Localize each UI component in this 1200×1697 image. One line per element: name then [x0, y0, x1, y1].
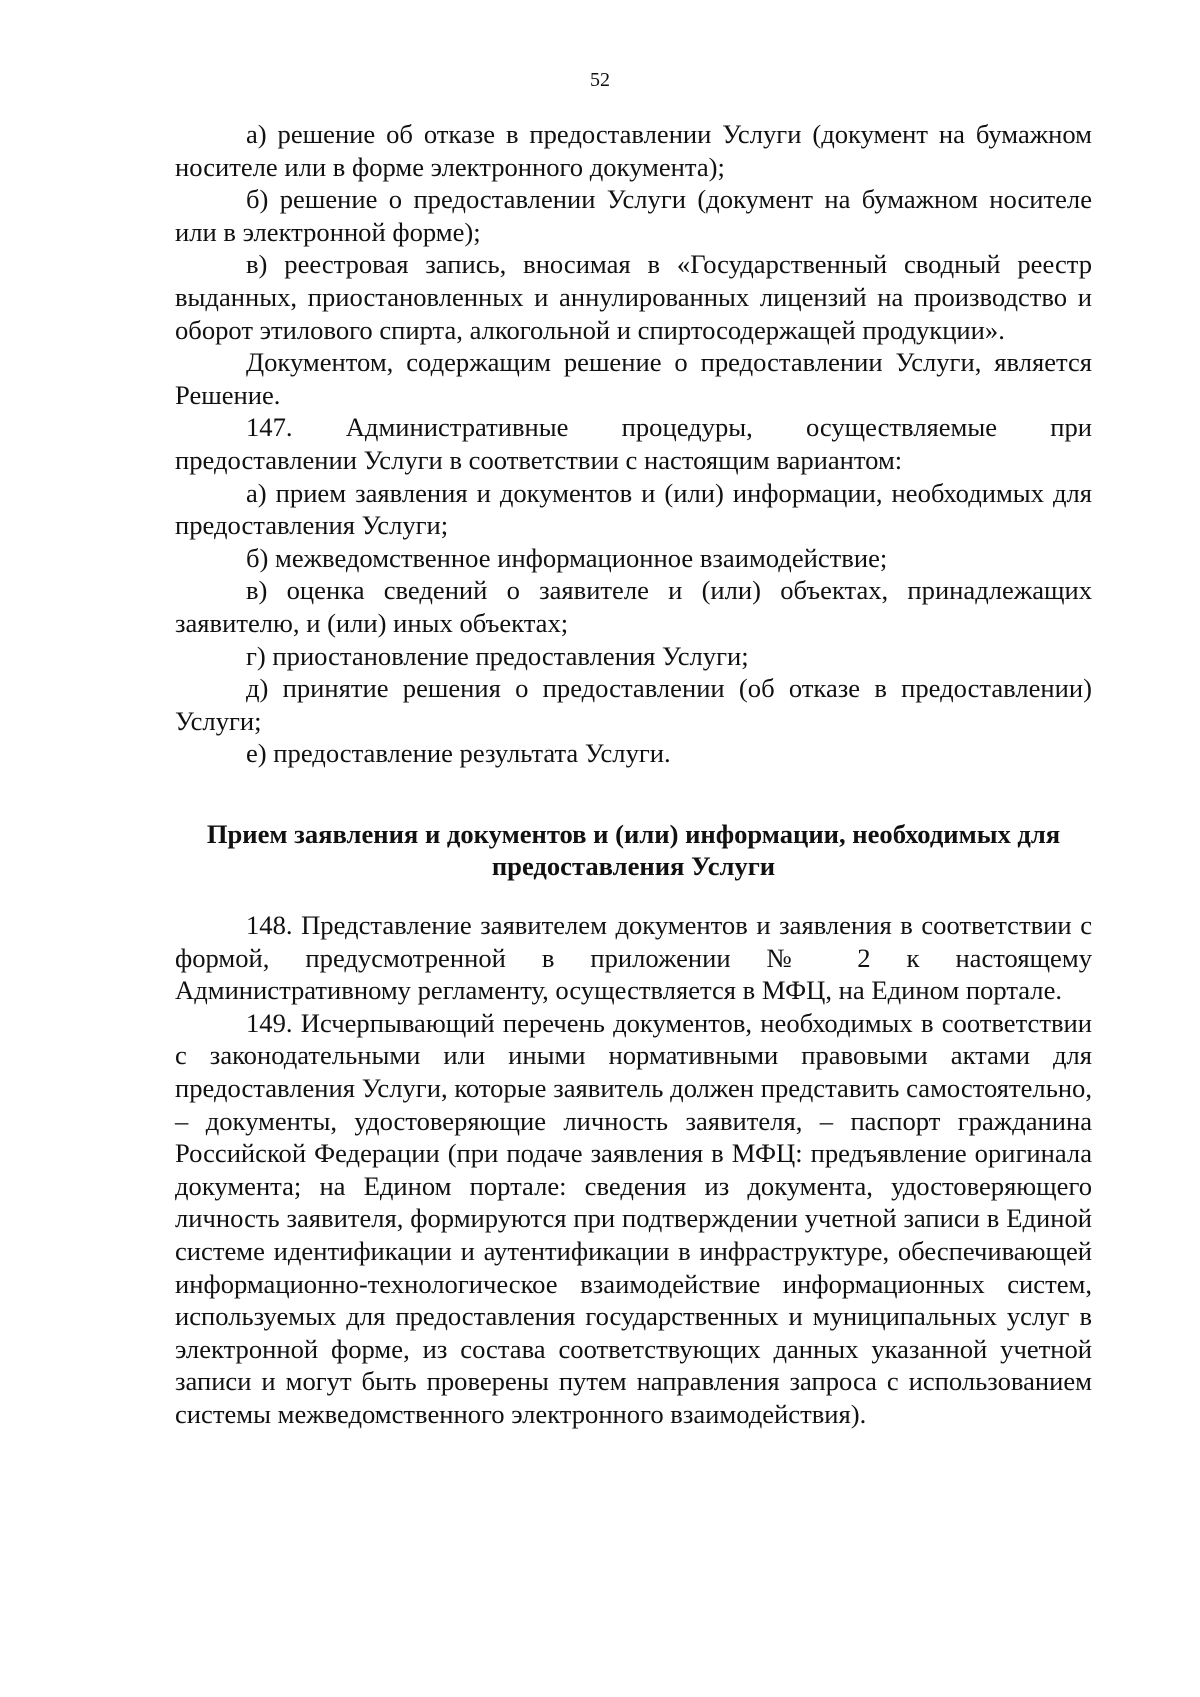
paragraph-149-documents-list: 149. Исчерпывающий перечень документов, необходимых в соответствии с законодательными или иными нормативными правовыми актами для предоставления Услуги, которые заявитель должен представить самостоятельно, – документы, удостоверяющие личность заявителя, – паспорт гражданина Российской Федерации (при подаче заявления в МФЦ: предъявление оригинала документа; на Едином портале: сведения из документа, удостоверяющего личность заявителя, формируются при подтверждении учетной записи в Единой системе идентификации и аутентификации в инфраструктуре, обеспечивающей информационно-технологическое взаимодействие информационных систем, используемых для предоставления государственных и муниципальных услуг в электронной форме, из состава соответствующих данных указанной учетной записи и могут быть проверены путем направления запроса с использованием системы межведомственного электронного взаимодействия). — [175, 1007, 1092, 1429]
list-item-d-decision: д) принятие решения о предоставлении (об отказе в предоставлении) Услуги; — [175, 673, 1092, 736]
paragraph-decision-document: Документом, содержащим решение о предоставлении Услуги, является Решение. — [175, 347, 1092, 410]
paragraph-decision-grant: б) решение о предоставлении Услуги (документ на бумажном носителе или в электронной форме); — [175, 184, 1092, 247]
paragraph-147-procedures: 147. Административные процедуры, осуществляемые при предоставлении Услуги в соответствии с настоящим вариантом: — [175, 412, 1092, 475]
list-item-a-application-receipt: а) прием заявления и документов и (или) информации, необходимых для предоставления Услуги; — [175, 477, 1092, 541]
list-item-e-result: е) предоставление результата Услуги. — [246, 738, 671, 769]
page-number: 52 — [590, 69, 610, 91]
section-heading — [175, 818, 1092, 883]
paragraph-decision-refusal: а) решение об отказе в предоставлении Услуги (документ на бумажном носителе или в форме электронного документа); — [175, 119, 1092, 182]
document-body — [175, 118, 1092, 1431]
paragraph-148-submission: 148. Представление заявителем документов и заявления в соответствии с формой, предусмотренной в приложении № 2 к настоящему Административному регламенту, осуществляется в МФЦ, на Едином портале. — [175, 910, 1092, 1006]
list-item-b-interagency-interaction: б) межведомственное информационное взаимодействие; — [246, 542, 888, 573]
list-item-g-suspension: г) приостановление предоставления Услуги; — [246, 640, 749, 671]
paragraph-registry-entry: в) реестровая запись, вносимая в «Государственный сводный реестр выданных, приостановленных и аннулированных лицензий на производство и оборот этилового спирта, алкогольной и спиртосодержащей продукции». — [175, 249, 1092, 345]
section-heading-line-2: предоставления Услуги — [491, 851, 776, 882]
section-heading-line-1: Прием заявления и документов и (или) информации, необходимых для — [206, 818, 1061, 849]
list-item-v-assessment: в) оценка сведений о заявителе и (или) объектах, принадлежащих заявителю, и (или) иных объектах; — [175, 575, 1092, 638]
